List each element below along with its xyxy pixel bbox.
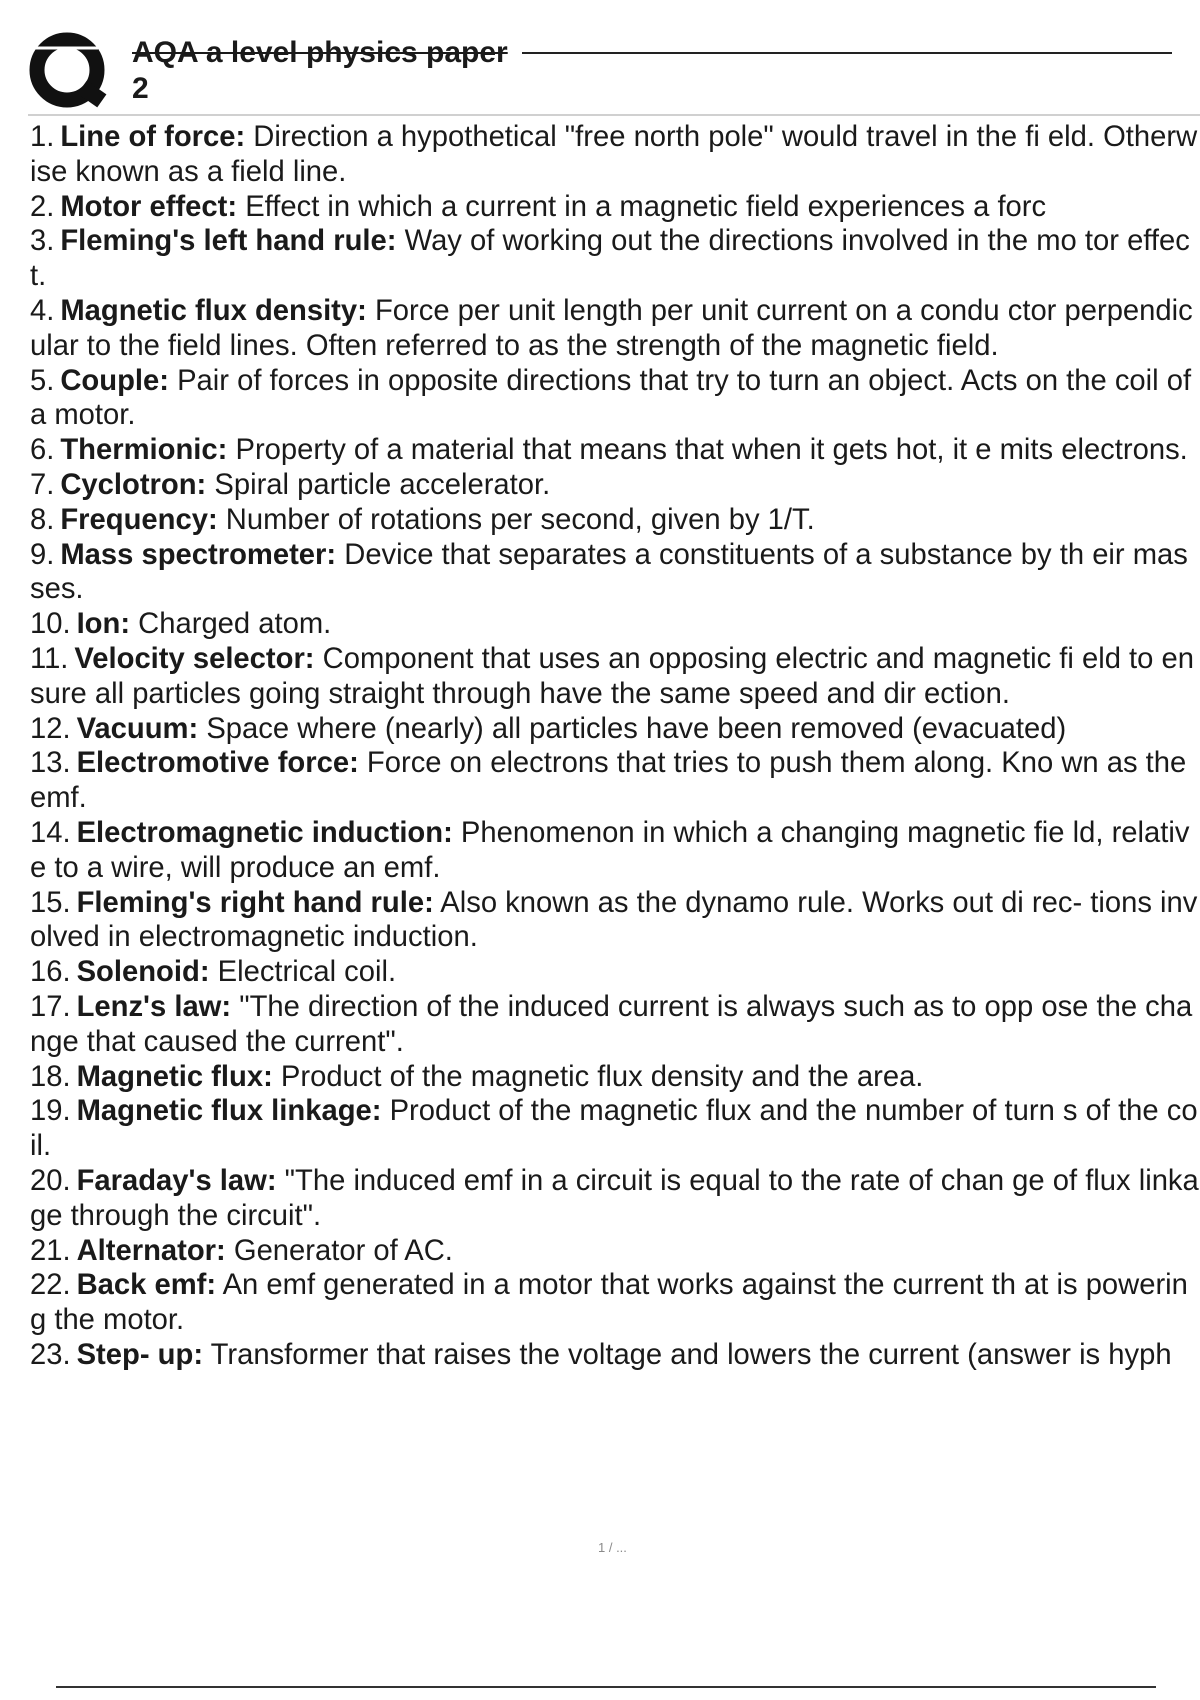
term-definition: An emf generated in a motor that works against the current th at is powering the motor. [30, 1269, 1188, 1337]
page-number: 1 / ... [598, 1540, 627, 1555]
glossary-item [30, 224, 1200, 294]
term-definition: Product of the magnetic flux density and the area. [272, 1060, 924, 1093]
term-definition: Property of a material that means that when it gets hot, it e mits electrons. [227, 434, 1188, 467]
term-definition: Force per unit length per unit current on a condu ctor perpendicular to the field lines. Often referred to as the strength of the magnetic field. [30, 294, 1193, 362]
term-name: Frequency: [60, 503, 218, 536]
term-definition: Electrical coil. [209, 956, 397, 989]
title-rule [522, 52, 1172, 54]
term-definition: Generator of AC. [225, 1234, 453, 1267]
term-definition: Transformer that raises the voltage and lowers the current (answer is hyph [203, 1338, 1172, 1371]
term-number: 19. [30, 1095, 71, 1128]
term-number: 11. [30, 642, 69, 675]
term-definition: Charged atom. [130, 608, 332, 641]
term-number: 21. [30, 1234, 71, 1267]
term-number: 1. [30, 121, 55, 153]
title-line-1: AQA a level physics paper [132, 36, 508, 69]
term-name: Solenoid: [76, 956, 210, 989]
glossary-item [30, 1164, 1200, 1234]
glossary-item [30, 433, 1200, 468]
term-number: 9. [30, 538, 55, 571]
term-number: 14. [30, 816, 71, 849]
glossary-item [30, 642, 1200, 712]
term-definition: Device that separates a constituents of a substance by th eir masses. [30, 538, 1188, 606]
term-number: 5. [30, 364, 55, 397]
term-number: 12. [30, 712, 71, 745]
term-definition: Way of working out the directions involved in the mo tor effect. [30, 225, 1190, 293]
glossary-item [30, 294, 1200, 364]
term-name: Vacuum: [76, 712, 199, 745]
term-name: Fleming's right hand rule: [76, 886, 434, 919]
term-name: Thermionic: [60, 434, 228, 467]
term-definition: Product of the magnetic flux and the number of turn s of the coil. [30, 1095, 1198, 1163]
term-number: 23. [30, 1338, 71, 1371]
term-name: Velocity selector: [74, 642, 315, 675]
term-number: 7. [30, 468, 55, 501]
term-name: Cyclotron: [60, 468, 207, 501]
page-header [28, 28, 1200, 116]
glossary-item [30, 607, 1200, 642]
term-number: 10. [30, 608, 71, 641]
term-name: Electromotive force: [76, 747, 359, 780]
term-number: 2. [30, 190, 55, 223]
term-definition: Direction a hypothetical "free north pole" would travel in the fi eld. Otherwise known as a field line. [30, 121, 1198, 188]
glossary-item [30, 468, 1200, 503]
term-definition: "The direction of the induced current is always such as to opp ose the change that caused the current". [30, 990, 1193, 1058]
glossary-item [30, 1338, 1200, 1373]
term-name: Lenz's law: [76, 990, 232, 1023]
glossary-item [30, 816, 1200, 886]
q-letter-logo-icon [28, 28, 110, 110]
term-definition: Number of rotations per second, given by 1/T. [217, 503, 815, 536]
title-line-2: 2 [132, 72, 149, 105]
term-number: 3. [30, 225, 55, 258]
term-definition: Space where (nearly) all particles have been removed (evacuated) [198, 712, 1067, 745]
term-name: Motor effect: [60, 190, 238, 223]
term-number: 15. [30, 886, 71, 919]
term-definition: "The induced emf in a circuit is equal to the rate of chan ge of flux linkage through the circuit". [30, 1164, 1199, 1232]
term-number: 17. [30, 990, 71, 1023]
term-name: Magnetic flux: [76, 1060, 273, 1093]
glossary-item [30, 190, 1200, 225]
term-name: Ion: [76, 608, 131, 641]
document-title [132, 34, 1172, 106]
term-number: 13. [30, 747, 71, 780]
term-name: Faraday's law: [76, 1164, 277, 1197]
glossary-item [30, 364, 1200, 434]
term-number: 16. [30, 956, 71, 989]
term-name: Line of force: [60, 121, 246, 153]
term-definition: Pair of forces in opposite directions that try to turn an object. Acts on the coil of a motor. [30, 364, 1192, 432]
glossary-item [30, 712, 1200, 747]
term-number: 4. [30, 294, 55, 327]
glossary-item [30, 746, 1200, 816]
term-number: 22. [30, 1269, 71, 1302]
glossary-item [30, 503, 1200, 538]
term-name: Step- up: [76, 1338, 204, 1371]
term-number: 18. [30, 1060, 71, 1093]
glossary-item [30, 955, 1200, 990]
header-divider [28, 114, 1200, 116]
term-name: Fleming's left hand rule: [60, 225, 397, 258]
term-definition: Force on electrons that tries to push them along. Kno wn as the emf. [30, 747, 1187, 815]
glossary-item [30, 120, 1200, 190]
glossary-item [30, 1060, 1200, 1095]
footer-divider [56, 1686, 1156, 1688]
term-name: Electromagnetic induction: [76, 816, 453, 849]
term-name: Mass spectrometer: [60, 538, 337, 571]
term-number: 20. [30, 1164, 71, 1197]
glossary-item [30, 886, 1200, 956]
glossary-list [30, 120, 1200, 1373]
glossary-item [30, 1094, 1200, 1164]
term-name: Magnetic flux density: [60, 294, 367, 327]
term-name: Alternator: [76, 1234, 226, 1267]
glossary-item [30, 1268, 1200, 1338]
term-name: Magnetic flux linkage: [76, 1095, 382, 1128]
glossary-item [30, 1234, 1200, 1269]
term-definition: Effect in which a current in a magnetic field experiences a forc [237, 190, 1047, 223]
term-name: Couple: [60, 364, 169, 397]
term-number: 8. [30, 503, 55, 536]
term-definition: Phenomenon in which a changing magnetic fie ld, relative to a wire, will produce an emf. [30, 816, 1190, 884]
term-definition: Spiral particle accelerator. [206, 468, 551, 501]
term-number: 6. [30, 434, 55, 467]
term-definition: Component that uses an opposing electric and magnetic fi eld to ensure all particles going straight through have the same speed and dir ection. [30, 642, 1194, 710]
term-definition: Also known as the dynamo rule. Works out di rec- tions involved in electromagnetic induction. [30, 886, 1198, 954]
glossary-item [30, 538, 1200, 608]
term-name: Back emf: [76, 1269, 217, 1302]
glossary-item [30, 990, 1200, 1060]
